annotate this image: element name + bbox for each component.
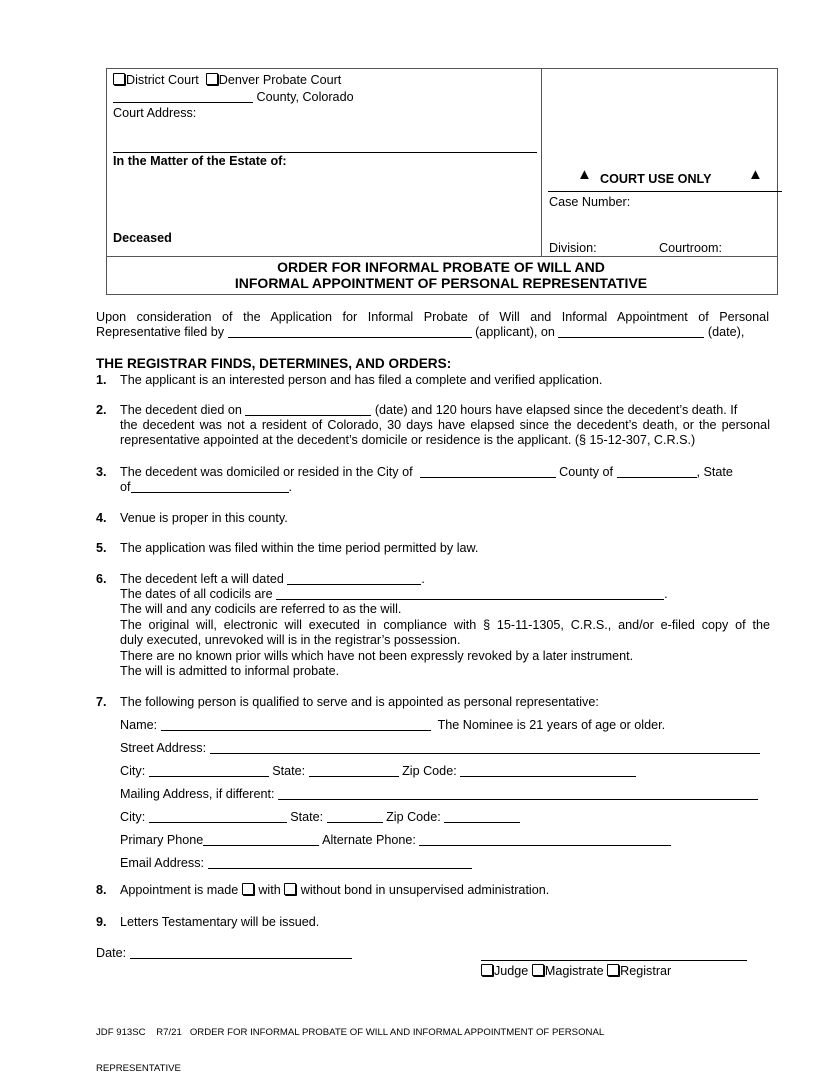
- application-date-blank[interactable]: [558, 325, 704, 338]
- with-label: with: [258, 883, 281, 897]
- pr-name-blank[interactable]: [161, 718, 431, 731]
- item-1-text: The applicant is an interested person and has filed a complete and verified application.: [120, 373, 603, 387]
- county-blank[interactable]: [113, 90, 253, 103]
- title-line-2: INFORMAL APPOINTMENT OF PERSONAL REPRESENTATIVE: [234, 275, 648, 291]
- codicils-label: The dates of all codicils are: [120, 587, 273, 601]
- pr-city-row: [120, 764, 770, 779]
- pr-street-blank[interactable]: [210, 741, 760, 754]
- courtroom-label: Courtroom:: [659, 241, 722, 255]
- item-6-line-7: The will is admitted to informal probate.: [120, 664, 340, 678]
- item-9-number: 9.: [96, 915, 107, 929]
- registrar-checkbox[interactable]: [607, 964, 619, 976]
- zip-label: Zip Code:: [386, 810, 441, 824]
- arrow-up-icon: ▲: [577, 166, 592, 183]
- domicile-city-label: The decedent was domiciled or resided in the City of: [120, 465, 413, 479]
- signer-role-row: [481, 964, 671, 979]
- district-court-checkbox[interactable]: [113, 73, 125, 85]
- county-label: County, Colorado: [256, 90, 354, 104]
- email-blank[interactable]: [208, 856, 472, 869]
- city-label: City:: [120, 810, 146, 824]
- primary-phone-label: Primary Phone: [120, 833, 204, 847]
- item-8-text: [120, 883, 770, 898]
- date-label: Date:: [96, 946, 127, 960]
- date-suffix: (date),: [707, 325, 745, 339]
- street-label: Street Address:: [120, 741, 207, 755]
- magistrate-checkbox[interactable]: [532, 964, 544, 976]
- mailing-state-blank[interactable]: [327, 810, 383, 823]
- item-2-line-2: the decedent was not a resident of Colorado, 30 days have elapsed since the decedent’s death, or the personal: [120, 418, 770, 432]
- zip-label: Zip Code:: [402, 764, 457, 778]
- applicant-label: Representative filed by: [96, 325, 225, 339]
- mailing-zip-blank[interactable]: [444, 810, 520, 823]
- city-label: City:: [120, 764, 146, 778]
- pr-street-row: [120, 741, 770, 756]
- period: .: [421, 572, 425, 586]
- applicant-blank[interactable]: [228, 325, 472, 338]
- item-2-line-1: [120, 403, 770, 418]
- with-bond-checkbox[interactable]: [242, 883, 254, 895]
- name-label: Name:: [120, 718, 158, 732]
- period: .: [664, 587, 668, 601]
- domicile-state-label: , State: [696, 465, 733, 479]
- item-4-number: 4.: [96, 511, 107, 525]
- judge-checkbox[interactable]: [481, 964, 493, 976]
- item-1-number: 1.: [96, 373, 107, 387]
- item-6-line-2: [120, 587, 770, 602]
- denver-probate-court-checkbox[interactable]: [206, 73, 218, 85]
- item-4-text: Venue is proper in this county.: [120, 511, 288, 525]
- date-row: [96, 946, 352, 961]
- domicile-state-blank[interactable]: [131, 480, 289, 493]
- item-6-number: 6.: [96, 572, 107, 586]
- died-on-label: The decedent died on: [120, 403, 242, 417]
- appointment-label: Appointment is made: [120, 883, 239, 897]
- item-2-line-3: representative appointed at the decedent’s domicile or residence is the applicant. (§ 15-12-307, C.R.S.): [120, 433, 696, 447]
- pr-email-row: [120, 856, 770, 871]
- item-3-line-2: [120, 480, 770, 495]
- item-6-line-3: The will and any codicils are referred to as the will.: [120, 602, 402, 616]
- signature-line[interactable]: [481, 960, 747, 961]
- pr-name-row: [120, 718, 770, 733]
- pr-city-blank[interactable]: [149, 764, 269, 777]
- mailing-label: Mailing Address, if different:: [120, 787, 275, 801]
- elapsed-text: (date) and 120 hours have elapsed since the decedent’s death. If: [374, 403, 738, 417]
- item-9-text: Letters Testamentary will be issued.: [120, 915, 320, 929]
- item-3-line-1: [120, 465, 770, 480]
- registrar-label: Registrar: [620, 964, 672, 978]
- pr-mailing-city-row: [120, 810, 770, 825]
- domicile-county-blank[interactable]: [617, 465, 697, 478]
- pr-zip-blank[interactable]: [460, 764, 636, 777]
- county-row: [113, 90, 354, 105]
- period: .: [288, 480, 293, 494]
- death-date-blank[interactable]: [245, 403, 371, 416]
- primary-phone-blank[interactable]: [203, 833, 319, 846]
- pr-mailing-row: [120, 787, 770, 802]
- magistrate-label: Magistrate: [544, 964, 604, 978]
- codicils-blank[interactable]: [276, 587, 664, 600]
- document-title: [106, 259, 776, 291]
- item-7-text: The following person is qualified to serve and is appointed as personal representative:: [120, 695, 599, 709]
- deceased-label: Deceased: [113, 231, 172, 245]
- intro-line-1: Upon consideration of the Application for Informal Probate of Will and Informal Appointment of Personal: [96, 310, 769, 324]
- without-bond-label: without bond in unsupervised administration.: [300, 883, 550, 897]
- footer-line-2: REPRESENTATIVE: [96, 1063, 181, 1074]
- pr-state-blank[interactable]: [309, 764, 399, 777]
- item-2-number: 2.: [96, 403, 107, 417]
- pr-mailing-blank[interactable]: [278, 787, 758, 800]
- item-3-number: 3.: [96, 465, 107, 479]
- item-5-number: 5.: [96, 541, 107, 555]
- case-number-label: Case Number:: [549, 195, 631, 209]
- findings-heading: THE REGISTRAR FINDS, DETERMINES, AND ORDERS:: [96, 356, 452, 371]
- court-use-only-label: COURT USE ONLY: [600, 172, 712, 186]
- footer-line-1: JDF 913SC R7/21 ORDER FOR INFORMAL PROBATE OF WILL AND INFORMAL APPOINTMENT OF PERSONAL: [96, 1027, 605, 1038]
- intro-line-2: [96, 325, 776, 340]
- will-dated-label: The decedent left a will dated: [120, 572, 284, 586]
- will-date-blank[interactable]: [287, 572, 421, 585]
- title-line-1: ORDER FOR INFORMAL PROBATE OF WILL AND: [277, 259, 605, 275]
- item-6-line-5: duly executed, unrevoked will is in the registrar’s possession.: [120, 633, 461, 647]
- domicile-county-label: County of: [559, 465, 614, 479]
- state-label: State:: [272, 764, 306, 778]
- caption-divider: [541, 68, 542, 256]
- item-6-line-1: [120, 572, 770, 587]
- division-label: Division:: [549, 241, 597, 255]
- denver-probate-court-label: Denver Probate Court: [218, 73, 342, 87]
- alternate-phone-label: Alternate Phone:: [322, 833, 416, 847]
- domicile-city-blank[interactable]: [420, 465, 556, 478]
- item-6-line-4: The original will, electronic will executed in compliance with § 15-11-1305, C.R.S., and/or e-filed copy of the: [120, 618, 770, 632]
- judge-label: Judge: [494, 964, 529, 978]
- estate-matter-label: In the Matter of the Estate of:: [113, 154, 287, 168]
- item-6-line-6: There are no known prior wills which have not been expressly revoked by a later instrument.: [120, 649, 634, 663]
- court-address-label: Court Address:: [113, 106, 197, 120]
- district-court-label: District Court: [126, 73, 199, 87]
- item-5-text: The application was filed within the time period permitted by law.: [120, 541, 479, 555]
- of-label: of: [120, 480, 131, 494]
- court-address-line[interactable]: [113, 152, 537, 153]
- mailing-city-blank[interactable]: [149, 810, 287, 823]
- without-bond-checkbox[interactable]: [284, 883, 296, 895]
- court-type-row: [113, 73, 341, 88]
- nominee-note: The Nominee is 21 years of age or older.: [437, 718, 666, 732]
- item-8-number: 8.: [96, 883, 107, 897]
- footer: [96, 1003, 604, 1087]
- item-7-number: 7.: [96, 695, 107, 709]
- state-label: State:: [290, 810, 324, 824]
- alternate-phone-blank[interactable]: [419, 833, 671, 846]
- order-date-blank[interactable]: [130, 946, 352, 959]
- pr-phone-row: [120, 833, 770, 848]
- arrow-up-icon: ▲: [748, 166, 763, 183]
- court-use-divider: [548, 191, 782, 192]
- email-label: Email Address:: [120, 856, 204, 870]
- applicant-suffix: (applicant), on: [475, 325, 555, 339]
